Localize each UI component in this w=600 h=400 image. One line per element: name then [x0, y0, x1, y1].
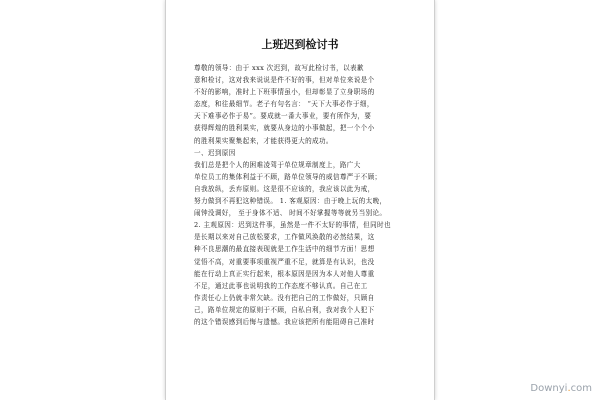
body-line: 觉悟不高，对重要事项重视严重不足，就算是有认识，也没	[194, 257, 375, 266]
body-line: 获得辉煌的胜利果实，就要从身边的小事做起，把一个个小	[194, 124, 375, 133]
body-line: 天下难事必作于易”。要成就一番大事业，要有所作为，要	[194, 112, 372, 121]
watermark-dot: .	[567, 383, 571, 394]
body-line: 的这个错误感到后悔与遗憾。我应该把所有能阻碍自己准时	[194, 317, 375, 326]
body-line: 态度，和往最细节。老子有句名言： “天下大事必作于细，	[194, 100, 374, 109]
body-line: 2. 主观原因：迟到这件事，虽然是一件不太好的事情，但同时也	[194, 221, 391, 230]
watermark-prefix: Downyi	[530, 383, 568, 394]
document-title: 上班迟到检讨书	[261, 38, 339, 51]
body-line: 能在行动上真正实行起来，根本原因是因为本人对他人尊重	[194, 269, 375, 278]
body-line: 种不良思潮的最直接表现就是工作生活中的细节方面！思想	[194, 245, 375, 254]
body-line: 一、迟到原因	[194, 148, 236, 157]
body-line: 己，路单位规定的原则于不顾，自私自利，我对我个人犯下	[194, 305, 375, 314]
body-line: 意和检讨，这对我来说说是件不好的事，但对单位来说是个	[194, 76, 375, 85]
body-line: 尊敬的领导：由于 xxx 次迟到，故写此检讨书，以表歉	[194, 64, 364, 72]
document-page	[165, 0, 435, 400]
watermark-suffix: com	[570, 383, 592, 394]
body-line: 作责任心上仍就非常欠缺。没有把自己的工作做好，只顾自	[194, 293, 375, 302]
body-line: 闹钟没调好， 至于身体不适、 时间不好掌握等等就另当别论。	[194, 209, 387, 218]
site-watermark	[530, 383, 592, 394]
body-line: 是长期以来对自己放松要求，工作做风涣散的必然结果，这	[194, 233, 375, 242]
body-line: 我们总是把个人的困难凌驾于单位规章制度上，路广大	[194, 160, 361, 169]
body-line: 不足，通过此事也说明我的工作态度不够认真。自己在工	[194, 281, 368, 290]
body-line: 单位员工的集体利益于不顾，路单位领导的威信尊严于不顾；	[194, 172, 382, 181]
body-line: 自我放纵，丢弃原则。这是很不应该的，我应该以此为戒，	[194, 184, 375, 193]
body-line: 的胜利果实聚集起来，才能获得更大的成功。	[194, 136, 333, 145]
document-body	[194, 62, 424, 328]
body-line: 不好的影响，准时上下班事情虽小，但却彰显了立身职场的	[194, 88, 375, 97]
body-line: 努力做到不再犯这种错误。 1. 客观原因：由于晚上玩的太晚，	[194, 197, 387, 206]
